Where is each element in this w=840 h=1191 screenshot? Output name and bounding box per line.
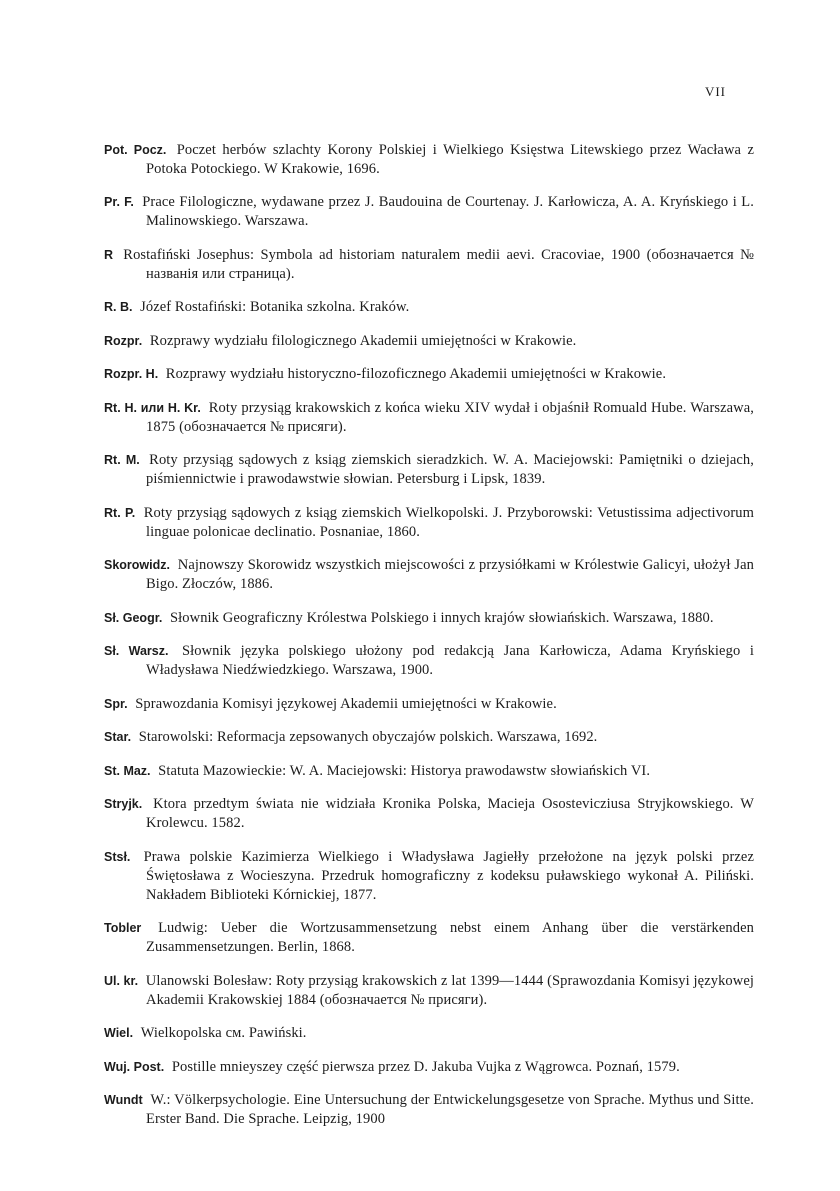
entry-abbreviation: Sł. Warsz. <box>104 644 169 658</box>
list-item <box>104 193 754 231</box>
entry-abbreviation: Rt. H. или H. Kr. <box>104 400 201 415</box>
list-item <box>104 556 754 594</box>
list-item <box>104 1058 754 1077</box>
entry-description: Statuta Mazowieckie: W. A. Maciejowski: Historya prawodawstw słowiańskich VI. <box>158 762 651 779</box>
entry-description: Roty przysiąg krakowskich z końca wieku XIV wydał i objaśnił Romuald Hube. Warszawa, 1875 (обозначается № присяги). <box>146 399 755 435</box>
list-item <box>104 795 754 833</box>
entry-abbreviation: Spr. <box>104 696 128 711</box>
entry-abbreviation: Sł. Geogr. <box>104 610 163 625</box>
entry-description: Postille mnieyszey część pierwsza przez D. Jakuba Vujka z Wągrowca. Poznań, 1579. <box>171 1058 680 1075</box>
entry-abbreviation: R <box>104 247 114 262</box>
list-item <box>104 246 754 284</box>
list-item <box>104 972 754 1010</box>
entry-description: Słownik języka polskiego ułożony pod redakcją Jana Karłowicza, Adama Kryńskiego i Władysława Niedźwiedzkiego. Warszawa, 1900. <box>146 643 755 678</box>
entry-description: Poczet herbów szlachty Korony Polskiej i Wielkiego Księstwa Litewskiego przez Wacława z Potoka Potockiego. W Krakowie, 1696. <box>146 141 755 177</box>
entry-abbreviation: Wundt <box>104 1093 143 1107</box>
list-item <box>104 365 754 384</box>
entry-description: Rostafiński Josephus: Symbola ad historiam naturalem medii aevi. Cracoviae, 1900 (обозначается № названія или страница). <box>123 246 754 282</box>
entry-abbreviation: Stryjk. <box>104 797 143 811</box>
entry-abbreviation: Pr. F. <box>104 195 134 209</box>
entry-abbreviation: R. B. <box>104 300 133 314</box>
entry-abbreviation: Tobler <box>104 921 142 935</box>
entry-abbreviation: Rt. M. <box>104 453 140 467</box>
list-item <box>104 298 754 317</box>
list-item <box>104 919 754 957</box>
entry-description: Prawa polskie Kazimierza Wielkiego i Władysława Jagiełły przełożone na język polski przez Świętosława z Wocieszyna. Przedruk homograficzny z kodeksu puławskiego wykonał A. Piliński. Nakładem Biblioteki Kórnickiej, 1877. <box>143 848 754 903</box>
entry-abbreviation: Star. <box>104 730 132 744</box>
list-item <box>104 762 754 781</box>
entry-abbreviation: Stsł. <box>104 849 131 864</box>
entry-abbreviation: Rt. P. <box>104 505 136 520</box>
entry-description: Słownik Geograficzny Królestwa Polskiego i innych krajów słowiańskich. Warszawa, 1880. <box>169 609 714 626</box>
list-item <box>104 332 754 351</box>
entry-description: Rozprawy wydziału historyczno-filozoficznego Akademii umiejętności w Krakowie. <box>165 366 667 382</box>
entry-description: Rozprawy wydziału filologicznego Akademii umiejętności w Krakowie. <box>149 332 577 349</box>
list-item <box>104 1024 754 1043</box>
entry-abbreviation: Ul. kr. <box>104 973 139 988</box>
list-item <box>104 728 754 747</box>
entry-description: Ulanowski Bolesław: Roty przysiąg krakowskich z lat 1399—1444 (Sprawozdania Komisyi językowej Akademii Krakowskiej 1884 (обозначается № присяги). <box>145 972 755 1008</box>
list-item <box>104 609 754 628</box>
entry-description: Sprawozdania Komisyi językowej Akademii umiejętności w Krakowie. <box>135 695 557 712</box>
entry-description: Roty przysiąg sądowych z ksiąg ziemskich Wielkopolski. J. Przyborowski: Vetustissima adjectivorum linguae polonicae declinatio. Posnaniae, 1860. <box>143 504 755 540</box>
page-number: VII <box>704 84 726 99</box>
entry-description: Józef Rostafiński: Botanika szkolna. Kraków. <box>140 299 410 315</box>
entry-abbreviation: Skorowidz. <box>104 558 170 572</box>
entry-description: Prace Filologiczne, wydawane przez J. Baudouina de Courtenay. J. Karłowicza, A. A. Kryńskiego i L. Malinowskiego. Warszawa. <box>142 194 754 229</box>
list-item <box>104 399 754 437</box>
list-item <box>104 848 754 905</box>
list-item <box>104 695 754 714</box>
entry-abbreviation: Rozpr. H. <box>104 367 159 381</box>
entry-abbreviation: Rozpr. <box>104 333 143 348</box>
entry-description: Najnowszy Skorowidz wszystkich miejscowości z przysiółkami w Królestwie Galicyi, ułożył Jan Bigo. Złoczów, 1886. <box>146 557 755 592</box>
entry-description: W.: Völkerpsychologie. Eine Untersuchung der Entwickelungsgesetze von Sprache. Mythus und Sitte. Erster Band. Die Sprache. Leipzig, 1900 <box>146 1092 755 1127</box>
entry-description: Wielkopolska см. Pawiński. <box>140 1025 307 1041</box>
entry-description: Ludwig: Ueber die Wortzusammensetzung nebst einem Anhang über die verstärkenden Zusammensetzungen. Berlin, 1868. <box>146 920 754 955</box>
entry-abbreviation: Pot. Pocz. <box>104 142 167 157</box>
list-item <box>104 1091 754 1129</box>
abbreviation-list <box>104 126 754 1133</box>
entry-description: Ktora przedtym świata nie widziała Kronika Polska, Macieja Osostevicziusa Stryjkowskiego. W Krolewcu. 1582. <box>146 796 755 831</box>
list-item <box>104 451 754 489</box>
entry-abbreviation: Wiel. <box>104 1026 134 1040</box>
entry-abbreviation: Wuj. Post. <box>104 1059 165 1074</box>
list-item <box>104 504 754 542</box>
list-item <box>104 642 754 680</box>
entry-description: Starowolski: Reformacja zepsowanych obyczajów polskich. Warszawa, 1692. <box>138 729 598 745</box>
list-item <box>104 141 754 179</box>
entry-description: Roty przysiąg sądowych z ksiąg ziemskich sieradzkich. W. A. Maciejowski: Pamiętniki o dziejach, piśmiennictwie i prawodawstwie słowian. Petersburg i Lipsk, 1839. <box>146 452 754 487</box>
entry-abbreviation: St. Maz. <box>104 763 151 778</box>
